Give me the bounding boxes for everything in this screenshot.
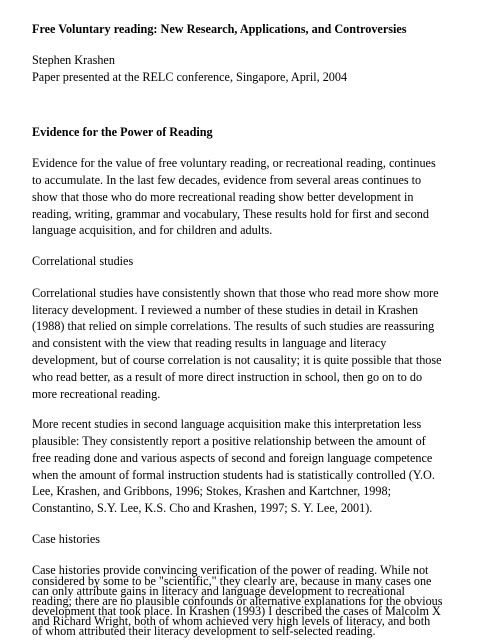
paragraph-line: Case histories provide convincing verification of the power of reading. While not [32,563,429,578]
document-title: Free Voluntary reading: New Research, Applications, and Controversies [32,21,407,36]
paragraph-line: more recreational reading. [32,386,161,401]
paragraph-line: and consistent with the view that reading results in language and literacy [32,336,387,351]
paragraph-line: when the amount of formal instruction students had is statistically controlled (Y.O. [32,467,435,482]
paragraph-line: literacy development. I reviewed a number of these studies in detail in Krashen [32,302,419,317]
paragraph-line: can only attribute gains in literacy and language development to recreational [32,583,405,598]
conference-info: Paper presented at the RELC conference, Singapore, April, 2004 [32,70,348,85]
paragraph-line: More recent studies in second language acquisition make this interpretation less [32,417,422,432]
paragraph-line: and Richard Wright, both of whom achieved very high levels of literacy, and both [32,613,431,628]
paragraph-line: considered by some to be "scientific," they clearly are, because in many cases one [32,573,432,588]
paragraph-line: free reading done and various aspects of second and foreign language competence [32,450,433,465]
paragraph-line: of whom attributed their literacy development to self-selected reading. [32,624,376,638]
paragraph-line: who read better, as a result of more direct instruction in school, then go on to do [32,369,423,384]
paragraph-line: language acquisition, and for children and adults. [32,223,273,238]
paragraph-line: Constantino, S.Y. Lee, K.S. Cho and Krashen, 1997; S. Y. Lee, 2001). [32,501,373,516]
paragraph-line: show that those who do more recreational reading show better development in [32,189,414,204]
paragraph-line: (1988) that relied on simple correlations. The results of such studies are reassuring [32,319,435,334]
paragraph-line: Lee, Krashen, and Gribbons, 1996; Stokes, Krashen and Kartchner, 1998; [32,484,391,499]
subheading-case-histories: Case histories [32,531,101,546]
paragraph-line: plausible: They consistently report a positive relationship between the amount of [32,433,426,448]
section-heading: Evidence for the Power of Reading [32,124,213,139]
author-name: Stephen Krashen [32,53,115,68]
paragraph-line: development, but of course correlation is not causality; it is quite possible that those [32,352,442,367]
paragraph-line: Evidence for the value of free voluntary reading, or recreational reading, continues [32,156,436,171]
subheading-correlational: Correlational studies [32,254,134,269]
paragraph-line: reading; there are no plausible confounds or alternative explanations for the obvious [32,593,443,608]
paragraph-line: Correlational studies have consistently shown that those who read more show more [32,285,439,300]
paragraph-line: development that took place. In Krashen (1993) I described the cases of Malcolm X [32,603,441,618]
paragraph-line: reading, writing, grammar and vocabulary, These results hold for first and second [32,206,429,221]
paragraph-line: to accumulate. In the last few decades, evidence from several areas continues to [32,173,422,187]
